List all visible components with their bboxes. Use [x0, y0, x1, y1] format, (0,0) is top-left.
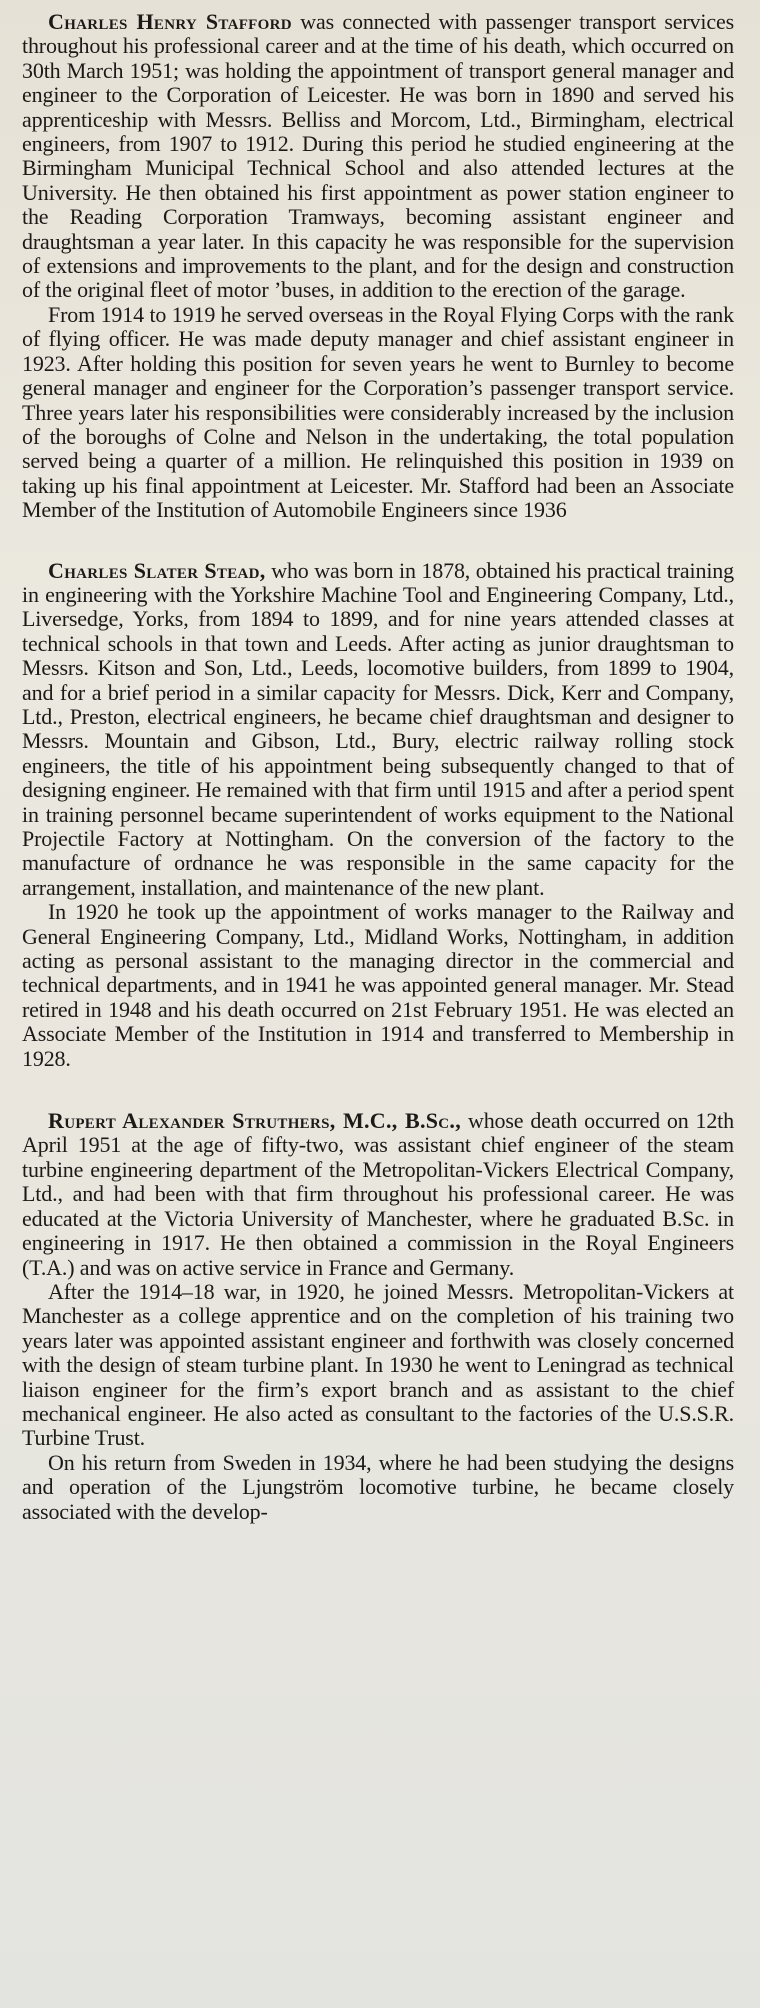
- person-name: Charles Slater Stead,: [48, 557, 266, 583]
- paragraph-text: was connected with passenger transport services throughout his professional career and at the time of his death, which occurred on 30th March 1951; was holding the appointment of transport general manager and engineer to the Corporation of Leicester. He was born in 1890 and served his apprenticeship with Messrs. Belliss and Morcom, Ltd., Birmingham, electrical engineers, from 1907 to 1912. During this period he studied engineering at the Birmingham Municipal Technical School and also attended lectures at the University. He then obtained his first appointment as power station engineer to the Reading Corporation Tramways, becoming assistant engineer and draughtsman a year later. In this capacity he was responsible for the supervision of extensions and improvements to the plant, and for the design and construction of the original fleet of motor ’buses, in addition to the erection of the garage.: [22, 9, 734, 303]
- paragraph: [22, 559, 734, 901]
- paragraph: In 1920 he took up the appointment of works manager to the Railway and General Engineering Company, Ltd., Midland Works, Nottingham, in addition acting as personal assistant to the managing director in the commercial and technical departments, and in 1941 he was appointed general manager. Mr. Stead retired in 1948 and his death occurred on 21st February 1951. He was elected an Associate Member of the Institution in 1914 and transferred to Membership in 1928.: [22, 899, 734, 1071]
- paragraph: After the 1914–18 war, in 1920, he joined Messrs. Metropolitan-Vickers at Manchester as a college apprentice and on the completion of his training two years later was appointed assistant engineer and forthwith was closely concerned with the design of steam turbine plant. In 1930 he went to Leningrad as technical liaison engineer for the firm’s export branch and as assistant to the chief mechanical engineer. He also acted as consultant to the factories of the U.S.S.R. Turbine Trust.: [22, 1278, 734, 1451]
- paragraph: [22, 1109, 734, 1280]
- person-name: Charles Henry Stafford: [48, 9, 292, 34]
- obituary-stead: [22, 559, 734, 1072]
- person-name: Rupert Alexander Struthers, M.C., B.Sc.,: [48, 1108, 462, 1134]
- obituary-struthers: [22, 1109, 734, 1524]
- paragraph-text: whose death occurred on 12th April 1951 at the age of fifty-two, was assistant chief engineer of the steam turbine engineering department of the Metropolitan-Vickers Electrical Company, Ltd., and had been with that firm throughout his professional career. He was educated at the Victoria University of Manchester, where he graduated B.Sc. in engineering in 1917. He then obtained a commission in the Royal Engineers (T.A.) and was on active service in France and Germany.: [22, 1108, 734, 1280]
- paragraph: On his return from Sweden in 1934, where he had been studying the designs and operation of the Ljungström locomotive turbine, he became closely associated with the develop-: [22, 1449, 734, 1524]
- obituary-stafford: [22, 10, 734, 523]
- paragraph-text: who was born in 1878, obtained his practical training in engineering with the Yorkshire Machine Tool and Engineering Company, Ltd., Liversedge, Yorks, from 1894 to 1899, and for nine years attended classes at technical schools in that town and Leeds. After acting as junior draughtsman to Messrs. Kitson and Son, Ltd., Leeds, locomotive builders, from 1899 to 1904, and for a brief period in a similar capacity for Messrs. Dick, Kerr and Company, Ltd., Preston, electrical engineers, he became chief draughtsman and designer to Messrs. Mountain and Gibson, Ltd., Bury, electric railway rolling stock engineers, the title of his appointment being subsequently changed to that of designing engineer. He remained with that firm until 1915 and after a period spent in training personnel became superintendent of works equipment to the National Projectile Factory at Nottingham. On the conversion of the factory to the manufacture of ordnance he was responsible in the same capacity for the arrangement, installation, and maintenance of the new plant.: [22, 557, 734, 900]
- paragraph: [22, 10, 734, 303]
- paragraph: From 1914 to 1919 he served overseas in the Royal Flying Corps with the rank of flying officer. He was made deputy manager and chief assistant engineer in 1923. After holding this position for seven years he went to Burnley to become general manager and engineer for the Corporation’s passenger transport service. Three years later his responsibilities were considerably increased by the inclusion of the boroughs of Colne and Nelson in the undertaking, the total population served being a quarter of a million. He relinquished this position in 1939 on taking up his final appointment at Leicester. Mr. Stafford had been an Associate Member of the Institution of Automobile Engineers since 1936: [22, 301, 734, 523]
